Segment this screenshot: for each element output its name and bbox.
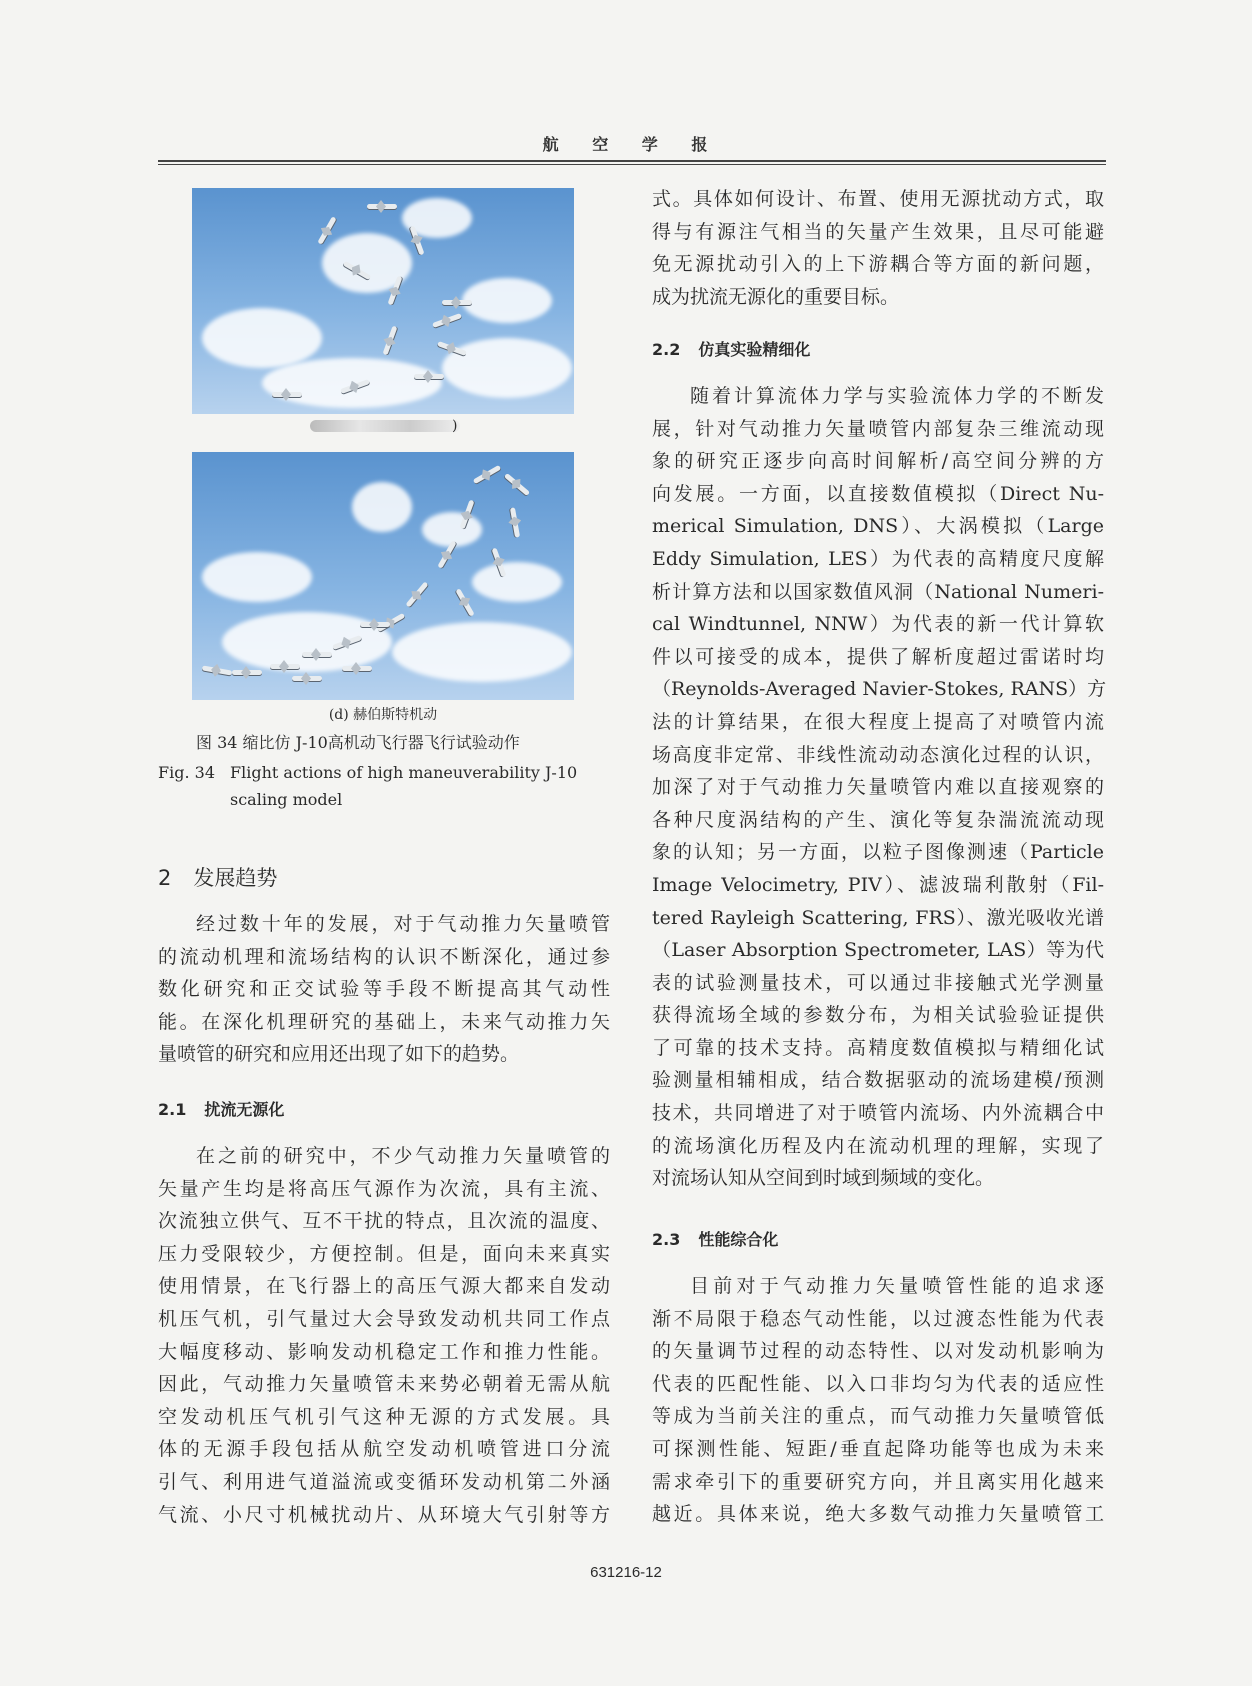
text-line: 免无源扰动引入的上下游耦合等方面的新问题， — [652, 253, 1104, 276]
subsection-number: 2.1 — [158, 1100, 187, 1119]
subcaption-a-text: ) — [452, 418, 458, 434]
figure-caption-en — [158, 759, 610, 813]
text-line: 大幅度移动、影响发动机稳定工作和推力性能。 — [158, 1340, 610, 1363]
text-line: 随着计算流体力学与实验流体力学的不断发 — [690, 385, 1104, 407]
text-line: 使用情景，在飞行器上的高压气源大都来自发动 — [158, 1275, 610, 1298]
text-line: 对流场认知从空间到时域到频域的变化。 — [652, 1167, 995, 1190]
text-line: 加深了对于气动推力矢量喷管内难以直接观察的 — [652, 776, 1104, 799]
text-line: 机压气机，引气量过大会导致发动机共同工作点 — [158, 1307, 610, 1330]
paragraph-2-1 — [158, 1140, 610, 1531]
text-line: merical Simulation, DNS）、大涡模拟（Large — [652, 515, 1104, 538]
text-line: （Reynolds-Averaged Navier-Stokes, RANS）方 — [652, 678, 1107, 701]
figure-caption-cn: 图 34 缩比仿 J-10高机动飞行器飞行试验动作 — [196, 733, 520, 752]
text-line: 的流场演化历程及内在流动机理的理解，实现了 — [652, 1134, 1104, 1157]
text-line: 场高度非定常、非线性流动动态演化过程的认识， — [652, 743, 1104, 766]
section-heading — [158, 862, 277, 892]
text-line: 的矢量调节过程的动态特性、以对发动机影响为 — [652, 1340, 1104, 1363]
subcaption-a-blurred — [310, 420, 460, 432]
text-line: 获得流场全域的参数分布，为相关试验验证提供 — [652, 1004, 1104, 1027]
text-line: 压力受限较少，方便控制。但是，面向未来真实 — [158, 1242, 610, 1265]
section-number: 2 — [158, 866, 172, 890]
subcaption-d: (d) 赫伯斯特机动 — [328, 707, 438, 723]
text-line: 表的试验测量技术，可以通过非接触式光学测量 — [652, 971, 1104, 994]
subsection-heading-2-2 — [652, 337, 810, 360]
header-rule-thin — [158, 164, 1106, 165]
text-line: 次流独立供气、互不干扰的特点，且次流的温度、 — [158, 1210, 610, 1233]
intro-paragraph — [158, 908, 610, 1071]
subsection-number: 2.2 — [652, 340, 681, 359]
subsection-heading-2-3 — [652, 1227, 778, 1250]
text-line: 展，针对气动推力矢量喷管内部复杂三维流动现 — [652, 417, 1104, 440]
text-line: 的流动机理和流场结构的认识不断深化，通过参 — [158, 945, 610, 968]
text-line: 验测量相辅相成，结合数据驱动的流场建模/预测 — [652, 1069, 1104, 1092]
header-rule-thick — [158, 160, 1106, 162]
text-line: tered Rayleigh Scattering, FRS）、激光吸收光谱 — [652, 906, 1104, 929]
text-line: 经过数十年的发展，对于气动推力矢量喷管 — [196, 913, 610, 935]
text-line: 气流、小尺寸机械扰动片、从环境大气引射等方 — [158, 1503, 610, 1526]
text-line: cal Windtunnel, NNW）为代表的新一代计算软 — [652, 613, 1104, 636]
figure-photo-lower — [192, 452, 574, 700]
text-line: 代表的匹配性能、以入口非均匀为代表的适应性 — [652, 1372, 1104, 1395]
subsection-title: 性能综合化 — [698, 1230, 779, 1249]
figure-caption-en-label: Fig. 34 — [158, 763, 215, 782]
journal-header: 航 空 学 报 — [542, 135, 722, 154]
text-line: 数化研究和正交试验等手段不断提高其气动性 — [158, 978, 610, 1001]
text-line: 越近。具体来说，绝大多数气动推力矢量喷管工 — [652, 1503, 1104, 1526]
subsection-heading-2-1 — [158, 1097, 284, 1120]
text-line: 各种尺度涡结构的产生、演化等复杂湍流流动现 — [652, 808, 1104, 831]
paragraph-2-3 — [652, 1270, 1104, 1531]
text-line: 因此，气动推力矢量喷管未来势必朝着无需从航 — [158, 1373, 610, 1396]
text-line: 需求牵引下的重要研究方向，并且离实用化越来 — [652, 1470, 1104, 1493]
text-line: 式。具体如何设计、布置、使用无源扰动方式，取 — [652, 188, 1104, 210]
text-line: 了可靠的技术支持。高精度数值模拟与精细化试 — [652, 1036, 1104, 1059]
text-line: 等成为当前关注的重点，而气动推力矢量喷管低 — [652, 1405, 1104, 1428]
text-line: 技术，共同增进了对于喷管内流场、内外流耦合中 — [652, 1102, 1104, 1125]
text-line: 在之前的研究中，不少气动推力矢量喷管的 — [196, 1145, 610, 1167]
text-line: 析计算方法和以国家数值风洞（National Numeri- — [652, 580, 1104, 603]
subsection-title: 扰流无源化 — [204, 1100, 285, 1119]
text-line: 矢量产生均是将高压气源作为次流，具有主流、 — [158, 1177, 610, 1200]
subsection-number: 2.3 — [652, 1230, 681, 1249]
text-line: 体的无源手段包括从航空发动机喷管进口分流 — [158, 1438, 610, 1461]
text-line: Eddy Simulation, LES）为代表的高精度尺度解 — [652, 547, 1104, 570]
text-line: （Laser Absorption Spectrometer, LAS）等为代 — [652, 939, 1104, 962]
text-line: 向发展。一方面，以直接数值模拟（Direct Nu- — [652, 482, 1104, 505]
figure-photo-upper — [192, 188, 574, 414]
text-line: 空发动机压气机引气这种无源的方式发展。具 — [158, 1405, 610, 1428]
paragraph-2-2 — [652, 380, 1107, 1195]
paragraph-2-1-continued — [652, 183, 1104, 313]
text-line: Image Velocimetry, PIV）、滤波瑞利散射（Fil- — [652, 873, 1104, 896]
page-number: 631216-12 — [590, 1564, 662, 1581]
figure-caption-en-text: Flight actions of high maneuverability J-10 scaling model — [230, 763, 578, 809]
section-title: 发展趋势 — [193, 866, 278, 890]
text-line: 引气、利用进气道溢流或变循环发动机第二外涵 — [158, 1470, 610, 1493]
text-line: 法的计算结果，在很大程度上提高了对喷管内流 — [652, 710, 1104, 733]
text-line: 件以可接受的成本，提供了解析度超过雷诺时均 — [652, 645, 1104, 668]
text-line: 渐不局限于稳态气动性能，以过渡态性能为代表 — [652, 1307, 1104, 1330]
text-line: 量喷管的研究和应用还出现了如下的趋势。 — [158, 1043, 520, 1066]
text-line: 成为扰流无源化的重要目标。 — [652, 285, 900, 308]
text-line: 象的认知；另一方面，以粒子图像测速（Particle — [652, 841, 1104, 864]
text-line: 象的研究正逐步向高时间解析/高空间分辨的方 — [652, 450, 1104, 473]
text-line: 能。在深化机理研究的基础上，未来气动推力矢 — [158, 1010, 610, 1033]
text-line: 目前对于气动推力矢量喷管性能的追求逐 — [690, 1275, 1104, 1297]
text-line: 得与有源注气相当的矢量产生效果，且尽可能避 — [652, 220, 1104, 243]
subsection-title: 仿真实验精细化 — [698, 340, 811, 359]
text-line: 可探测性能、短距/垂直起降功能等也成为未来 — [652, 1437, 1104, 1460]
